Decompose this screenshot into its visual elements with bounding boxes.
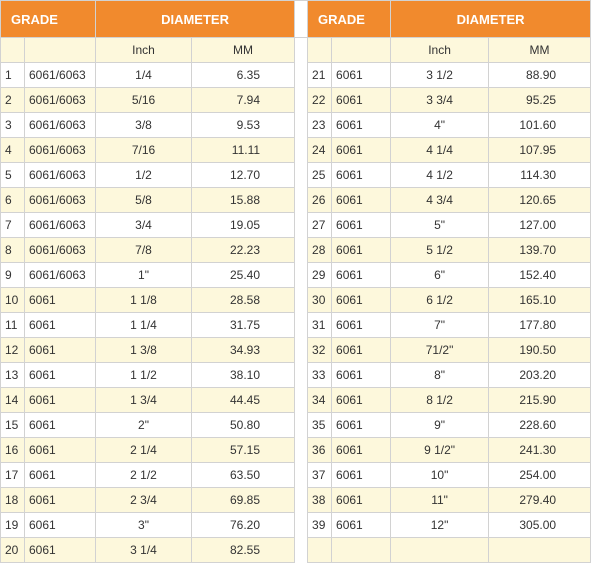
table-row <box>1 338 591 363</box>
subheader-empty <box>1 38 25 63</box>
table-row <box>1 513 591 538</box>
grade-cell: 6061 <box>332 463 391 488</box>
table-row <box>1 413 591 438</box>
mm-cell: 6.35 <box>192 63 295 88</box>
column-gap <box>295 138 308 163</box>
row-number: 16 <box>1 438 25 463</box>
inch-cell: 3/4 <box>96 213 192 238</box>
grade-cell: 6061/6063 <box>25 238 96 263</box>
row-number: 14 <box>1 388 25 413</box>
mm-cell: 107.95 <box>489 138 591 163</box>
table-row <box>1 488 591 513</box>
row-number: 2 <box>1 88 25 113</box>
grade-cell: 6061 <box>332 213 391 238</box>
row-number: 32 <box>308 338 332 363</box>
mm-cell: 38.10 <box>192 363 295 388</box>
mm-cell: 101.60 <box>489 113 591 138</box>
diameter-header-right: DIAMETER <box>391 1 591 38</box>
column-gap <box>295 363 308 388</box>
inch-cell: 4" <box>391 113 489 138</box>
inch-cell: 9 1/2" <box>391 438 489 463</box>
row-number: 35 <box>308 413 332 438</box>
inch-cell: 3/8 <box>96 113 192 138</box>
subheader-row <box>1 38 591 63</box>
table-row <box>1 63 591 88</box>
inch-cell: 1 3/8 <box>96 338 192 363</box>
table-row <box>1 438 591 463</box>
grade-cell: 6061/6063 <box>25 188 96 213</box>
column-gap <box>295 263 308 288</box>
inch-cell: 6" <box>391 263 489 288</box>
row-number: 12 <box>1 338 25 363</box>
mm-cell: 190.50 <box>489 338 591 363</box>
row-number: 31 <box>308 313 332 338</box>
row-number: 20 <box>1 538 25 563</box>
table-row <box>1 463 591 488</box>
grade-cell: 6061 <box>332 63 391 88</box>
column-gap <box>295 388 308 413</box>
inch-cell: 6 1/2 <box>391 288 489 313</box>
column-gap <box>295 413 308 438</box>
grade-cell: 6061 <box>332 113 391 138</box>
column-gap <box>295 188 308 213</box>
inch-cell: 1 3/4 <box>96 388 192 413</box>
row-number: 37 <box>308 463 332 488</box>
column-gap <box>295 1 308 38</box>
column-gap <box>295 63 308 88</box>
mm-cell: 241.30 <box>489 438 591 463</box>
table-row <box>1 538 591 563</box>
mm-cell: 69.85 <box>192 488 295 513</box>
column-gap <box>295 213 308 238</box>
mm-cell: 9.53 <box>192 113 295 138</box>
mm-cell: 88.90 <box>489 63 591 88</box>
inch-cell: 1/2 <box>96 163 192 188</box>
inch-cell <box>391 538 489 563</box>
inch-cell: 2" <box>96 413 192 438</box>
row-number: 39 <box>308 513 332 538</box>
row-number: 26 <box>308 188 332 213</box>
subheader-empty <box>25 38 96 63</box>
grade-cell: 6061 <box>332 313 391 338</box>
grade-cell: 6061 <box>25 488 96 513</box>
row-number: 29 <box>308 263 332 288</box>
row-number: 28 <box>308 238 332 263</box>
mm-cell: 76.20 <box>192 513 295 538</box>
inch-cell: 2 1/2 <box>96 463 192 488</box>
grade-cell: 6061 <box>332 363 391 388</box>
table-row <box>1 388 591 413</box>
row-number: 24 <box>308 138 332 163</box>
table-body <box>1 63 591 563</box>
row-number: 17 <box>1 463 25 488</box>
grade-header-right: GRADE <box>308 1 391 38</box>
mm-cell: 215.90 <box>489 388 591 413</box>
row-number: 3 <box>1 113 25 138</box>
grade-cell: 6061 <box>25 288 96 313</box>
mm-cell: 95.25 <box>489 88 591 113</box>
grade-cell: 6061 <box>25 413 96 438</box>
inch-cell: 7" <box>391 313 489 338</box>
header-row <box>1 1 591 38</box>
row-number <box>308 538 332 563</box>
row-number: 18 <box>1 488 25 513</box>
row-number: 36 <box>308 438 332 463</box>
row-number: 27 <box>308 213 332 238</box>
row-number: 19 <box>1 513 25 538</box>
inch-cell: 3 1/4 <box>96 538 192 563</box>
table-row <box>1 288 591 313</box>
table-row <box>1 238 591 263</box>
row-number: 13 <box>1 363 25 388</box>
inch-cell: 1 1/8 <box>96 288 192 313</box>
mm-subheader-left: MM <box>192 38 295 63</box>
grade-cell: 6061 <box>25 513 96 538</box>
mm-cell: 254.00 <box>489 463 591 488</box>
inch-cell: 2 1/4 <box>96 438 192 463</box>
row-number: 23 <box>308 113 332 138</box>
inch-cell: 3 1/2 <box>391 63 489 88</box>
grade-cell: 6061 <box>332 188 391 213</box>
inch-cell: 7/8 <box>96 238 192 263</box>
mm-cell: 19.05 <box>192 213 295 238</box>
row-number: 34 <box>308 388 332 413</box>
mm-cell: 44.45 <box>192 388 295 413</box>
row-number: 10 <box>1 288 25 313</box>
mm-cell: 15.88 <box>192 188 295 213</box>
inch-cell: 3" <box>96 513 192 538</box>
mm-cell: 28.58 <box>192 288 295 313</box>
mm-cell: 203.20 <box>489 363 591 388</box>
row-number: 25 <box>308 163 332 188</box>
inch-cell: 4 1/2 <box>391 163 489 188</box>
mm-cell: 50.80 <box>192 413 295 438</box>
mm-cell: 12.70 <box>192 163 295 188</box>
grade-cell: 6061/6063 <box>25 88 96 113</box>
column-gap <box>295 513 308 538</box>
mm-cell: 139.70 <box>489 238 591 263</box>
grade-cell: 6061 <box>332 488 391 513</box>
grade-cell: 6061/6063 <box>25 213 96 238</box>
grade-cell: 6061 <box>332 338 391 363</box>
mm-cell: 22.23 <box>192 238 295 263</box>
grade-cell: 6061/6063 <box>25 63 96 88</box>
inch-cell: 7/16 <box>96 138 192 163</box>
subheader-empty <box>332 38 391 63</box>
mm-cell: 279.40 <box>489 488 591 513</box>
grade-cell: 6061 <box>332 88 391 113</box>
inch-cell: 8" <box>391 363 489 388</box>
grade-cell: 6061 <box>332 163 391 188</box>
table-row <box>1 363 591 388</box>
table-row <box>1 213 591 238</box>
table-row <box>1 113 591 138</box>
table-row <box>1 163 591 188</box>
grade-cell: 6061 <box>25 463 96 488</box>
row-number: 30 <box>308 288 332 313</box>
column-gap <box>295 313 308 338</box>
column-gap <box>295 463 308 488</box>
row-number: 38 <box>308 488 332 513</box>
mm-subheader-right: MM <box>489 38 591 63</box>
mm-cell: 63.50 <box>192 463 295 488</box>
row-number: 33 <box>308 363 332 388</box>
row-number: 7 <box>1 213 25 238</box>
inch-cell: 3 3/4 <box>391 88 489 113</box>
grade-cell: 6061/6063 <box>25 163 96 188</box>
table-row <box>1 313 591 338</box>
grade-cell: 6061 <box>332 413 391 438</box>
table-row <box>1 138 591 163</box>
inch-cell: 71/2" <box>391 338 489 363</box>
inch-subheader-left: Inch <box>96 38 192 63</box>
mm-cell: 7.94 <box>192 88 295 113</box>
mm-cell: 57.15 <box>192 438 295 463</box>
column-gap <box>295 88 308 113</box>
grade-cell: 6061 <box>25 338 96 363</box>
table-row <box>1 188 591 213</box>
grade-cell: 6061 <box>332 288 391 313</box>
inch-cell: 1 1/4 <box>96 313 192 338</box>
mm-cell: 11.11 <box>192 138 295 163</box>
grade-cell: 6061 <box>332 513 391 538</box>
column-gap <box>295 113 308 138</box>
inch-cell: 1" <box>96 263 192 288</box>
column-gap <box>295 288 308 313</box>
row-number: 9 <box>1 263 25 288</box>
subheader-empty <box>308 38 332 63</box>
inch-cell: 1 1/2 <box>96 363 192 388</box>
grade-cell: 6061 <box>25 538 96 563</box>
inch-cell: 5 1/2 <box>391 238 489 263</box>
grade-cell: 6061 <box>332 138 391 163</box>
mm-cell: 25.40 <box>192 263 295 288</box>
mm-cell: 228.60 <box>489 413 591 438</box>
mm-cell <box>489 538 591 563</box>
row-number: 5 <box>1 163 25 188</box>
column-gap <box>295 538 308 563</box>
grade-cell: 6061 <box>332 388 391 413</box>
grade-cell: 6061 <box>332 263 391 288</box>
mm-cell: 152.40 <box>489 263 591 288</box>
inch-cell: 5/8 <box>96 188 192 213</box>
grade-cell: 6061 <box>25 438 96 463</box>
row-number: 22 <box>308 88 332 113</box>
diameter-header-left: DIAMETER <box>96 1 295 38</box>
column-gap <box>295 238 308 263</box>
grade-cell: 6061 <box>25 388 96 413</box>
grade-cell: 6061 <box>25 363 96 388</box>
column-gap <box>295 438 308 463</box>
mm-cell: 34.93 <box>192 338 295 363</box>
column-gap <box>295 488 308 513</box>
grade-header-left: GRADE <box>1 1 96 38</box>
mm-cell: 305.00 <box>489 513 591 538</box>
grade-cell: 6061 <box>332 438 391 463</box>
inch-cell: 11" <box>391 488 489 513</box>
mm-cell: 114.30 <box>489 163 591 188</box>
mm-cell: 120.65 <box>489 188 591 213</box>
column-gap <box>295 338 308 363</box>
table-row <box>1 263 591 288</box>
inch-cell: 12" <box>391 513 489 538</box>
column-gap <box>295 163 308 188</box>
row-number: 11 <box>1 313 25 338</box>
inch-subheader-right: Inch <box>391 38 489 63</box>
grade-cell: 6061/6063 <box>25 113 96 138</box>
inch-cell: 4 3/4 <box>391 188 489 213</box>
row-number: 1 <box>1 63 25 88</box>
mm-cell: 177.80 <box>489 313 591 338</box>
inch-cell: 2 3/4 <box>96 488 192 513</box>
row-number: 6 <box>1 188 25 213</box>
inch-cell: 1/4 <box>96 63 192 88</box>
grade-cell: 6061 <box>332 238 391 263</box>
inch-cell: 4 1/4 <box>391 138 489 163</box>
inch-cell: 8 1/2 <box>391 388 489 413</box>
row-number: 21 <box>308 63 332 88</box>
grade-cell: 6061/6063 <box>25 263 96 288</box>
mm-cell: 31.75 <box>192 313 295 338</box>
row-number: 15 <box>1 413 25 438</box>
inch-cell: 10" <box>391 463 489 488</box>
row-number: 8 <box>1 238 25 263</box>
mm-cell: 127.00 <box>489 213 591 238</box>
column-gap <box>295 38 308 63</box>
inch-cell: 5/16 <box>96 88 192 113</box>
mm-cell: 82.55 <box>192 538 295 563</box>
row-number: 4 <box>1 138 25 163</box>
mm-cell: 165.10 <box>489 288 591 313</box>
table-row <box>1 88 591 113</box>
grade-cell <box>332 538 391 563</box>
grade-cell: 6061 <box>25 313 96 338</box>
inch-cell: 9" <box>391 413 489 438</box>
inch-cell: 5" <box>391 213 489 238</box>
grade-cell: 6061/6063 <box>25 138 96 163</box>
